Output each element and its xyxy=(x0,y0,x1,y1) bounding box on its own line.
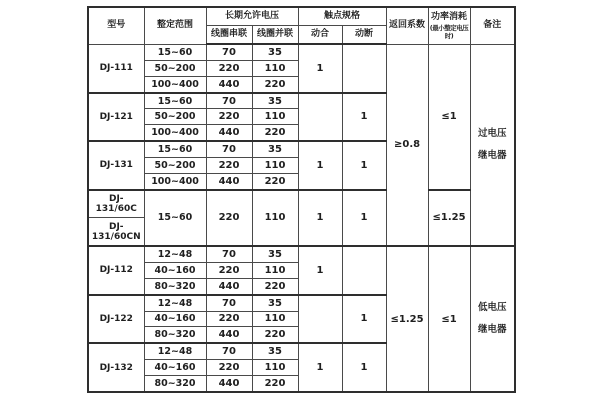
range-cell: 50~200 xyxy=(144,109,206,125)
series-cell: 70 xyxy=(206,44,252,60)
col-header-power-consumption xyxy=(428,7,470,44)
range-cell: 80~320 xyxy=(144,327,206,343)
parallel-cell: 110 xyxy=(252,360,298,376)
model-cell: DJ-121 xyxy=(88,93,144,142)
series-cell: 440 xyxy=(206,375,252,392)
no-cell: 1 xyxy=(298,246,342,295)
col-header-model: 型号 xyxy=(88,7,144,44)
nc-cell xyxy=(342,246,386,295)
model-cell: DJ-131 xyxy=(88,141,144,190)
series-cell: 440 xyxy=(206,76,252,92)
range-cell: 12~48 xyxy=(144,246,206,262)
series-cell: 220 xyxy=(206,190,252,246)
series-cell: 70 xyxy=(206,141,252,157)
col-header-normally-closed: 动断 xyxy=(342,26,386,45)
series-cell: 220 xyxy=(206,158,252,174)
parallel-cell: 35 xyxy=(252,246,298,262)
model-cell: DJ-131/60CN xyxy=(88,218,144,246)
model-cell: DJ-122 xyxy=(88,295,144,344)
parallel-cell: 35 xyxy=(252,295,298,311)
nc-cell: 1 xyxy=(342,141,386,190)
series-cell: 70 xyxy=(206,246,252,262)
series-cell: 70 xyxy=(206,93,252,109)
col-header-return-coefficient: 返回系数 xyxy=(386,7,428,44)
remark-line: 低电压 xyxy=(478,302,507,314)
col-header-long-term-voltage: 长期允许电压 xyxy=(206,7,298,26)
col-header-setting-range: 整定范围 xyxy=(144,7,206,44)
range-cell: 100~400 xyxy=(144,173,206,189)
model-cell: DJ-132 xyxy=(88,343,144,392)
range-cell: 15~60 xyxy=(144,141,206,157)
series-cell: 440 xyxy=(206,278,252,294)
range-cell: 15~60 xyxy=(144,44,206,60)
power-cell: ≤1 xyxy=(428,44,470,190)
col-header-normally-open: 动合 xyxy=(298,26,342,45)
nc-cell: 1 xyxy=(342,190,386,246)
col-header-coil-parallel: 线圈并联 xyxy=(252,26,298,45)
relay-spec-table xyxy=(87,6,516,393)
series-cell: 70 xyxy=(206,343,252,359)
parallel-cell: 220 xyxy=(252,375,298,392)
power-cell: ≤1.25 xyxy=(428,190,470,246)
series-cell: 440 xyxy=(206,173,252,189)
series-cell: 70 xyxy=(206,295,252,311)
no-cell xyxy=(298,295,342,344)
range-cell: 40~160 xyxy=(144,263,206,279)
col-header-contact-spec: 触点规格 xyxy=(298,7,386,26)
range-cell: 40~160 xyxy=(144,311,206,327)
parallel-cell: 110 xyxy=(252,263,298,279)
parallel-cell: 35 xyxy=(252,343,298,359)
power-cell: ≤1 xyxy=(428,246,470,392)
parallel-cell: 110 xyxy=(252,311,298,327)
range-cell: 100~400 xyxy=(144,125,206,141)
parallel-cell: 110 xyxy=(252,60,298,76)
series-cell: 220 xyxy=(206,311,252,327)
range-cell: 80~320 xyxy=(144,375,206,392)
range-cell: 40~160 xyxy=(144,360,206,376)
range-cell: 50~200 xyxy=(144,60,206,76)
relay-spec-table-container xyxy=(87,6,516,393)
parallel-cell: 35 xyxy=(252,44,298,60)
power-consumption-label: 功率消耗 xyxy=(431,11,468,22)
model-cell: DJ-111 xyxy=(88,44,144,93)
power-consumption-note: (最小整定电压时) xyxy=(429,23,469,40)
range-cell: 80~320 xyxy=(144,278,206,294)
range-cell: 12~48 xyxy=(144,343,206,359)
range-cell: 12~48 xyxy=(144,295,206,311)
parallel-cell: 110 xyxy=(252,158,298,174)
col-header-remarks: 备注 xyxy=(470,7,515,44)
no-cell xyxy=(298,93,342,142)
series-cell: 220 xyxy=(206,109,252,125)
parallel-cell: 35 xyxy=(252,141,298,157)
parallel-cell: 35 xyxy=(252,93,298,109)
parallel-cell: 110 xyxy=(252,109,298,125)
nc-cell: 1 xyxy=(342,343,386,392)
parallel-cell: 220 xyxy=(252,76,298,92)
parallel-cell: 110 xyxy=(252,190,298,246)
series-cell: 220 xyxy=(206,360,252,376)
series-cell: 440 xyxy=(206,125,252,141)
remark-line: 继电器 xyxy=(478,149,507,161)
nc-cell xyxy=(342,44,386,93)
parallel-cell: 220 xyxy=(252,327,298,343)
model-cell: DJ-131/60C xyxy=(88,190,144,218)
col-header-coil-series: 线圈串联 xyxy=(206,26,252,45)
no-cell: 1 xyxy=(298,343,342,392)
remark-cell xyxy=(470,246,515,392)
range-cell: 100~400 xyxy=(144,76,206,92)
remark-line: 继电器 xyxy=(478,324,507,336)
nc-cell: 1 xyxy=(342,295,386,344)
remark-line: 过电压 xyxy=(478,127,507,139)
no-cell: 1 xyxy=(298,190,342,246)
model-cell: DJ-112 xyxy=(88,246,144,295)
series-cell: 220 xyxy=(206,60,252,76)
parallel-cell: 220 xyxy=(252,278,298,294)
no-cell: 1 xyxy=(298,141,342,190)
spec-table-body xyxy=(88,44,515,392)
parallel-cell: 220 xyxy=(252,173,298,189)
range-cell: 15~60 xyxy=(144,93,206,109)
series-cell: 440 xyxy=(206,327,252,343)
return-cell: ≤1.25 xyxy=(386,246,428,392)
series-cell: 220 xyxy=(206,263,252,279)
no-cell: 1 xyxy=(298,44,342,93)
return-cell: ≥0.8 xyxy=(386,44,428,246)
range-cell: 15~60 xyxy=(144,190,206,246)
parallel-cell: 220 xyxy=(252,125,298,141)
remark-cell xyxy=(470,44,515,246)
nc-cell: 1 xyxy=(342,93,386,142)
range-cell: 50~200 xyxy=(144,158,206,174)
